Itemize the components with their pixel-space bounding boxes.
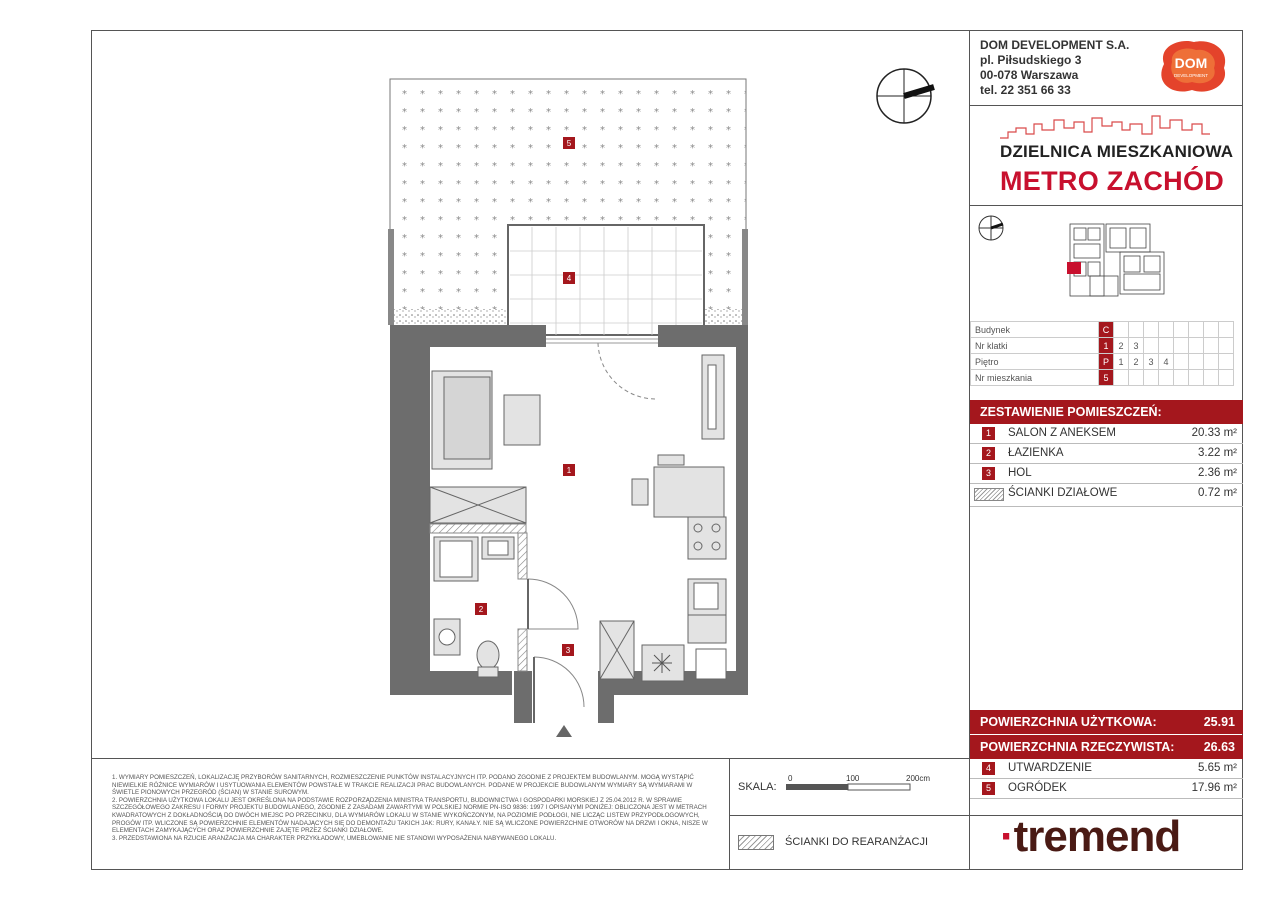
legal-notes [112,774,712,842]
terrace-tiles [508,225,704,335]
divider-notes [92,758,969,759]
dom-development-logo [1150,36,1232,96]
location-cell [1189,322,1204,338]
outdoor-area: 5.65 m² [1198,762,1237,774]
room-area: 20.33 m² [1191,427,1237,439]
location-cell [1219,338,1234,354]
location-cell: C [1099,322,1114,338]
outdoor-name: OGRÓDEK [1008,782,1067,794]
outdoor-row [970,779,1243,799]
svg-text:2: 2 [478,605,484,614]
keyplan-compass-icon [979,216,1003,240]
outdoor-row [970,759,1243,779]
outdoor-area: 17.96 m² [1191,782,1237,794]
location-cell [1204,370,1219,386]
rooms-header-label: ZESTAWIENIE POMIESZCZEŃ: [980,405,1162,419]
room-name: ŁAZIENKA [1008,447,1064,459]
location-cell: P [1099,354,1114,370]
location-cell [1174,354,1189,370]
room-marker-1 [563,464,575,476]
real-area-value: 26.63 [1203,740,1235,754]
building-key-plan [970,206,1242,320]
room-area: 2.36 m² [1198,467,1237,479]
location-cell: 3 [1129,338,1144,354]
company-info [980,38,1129,98]
location-cell [1159,322,1174,338]
location-cell [1189,370,1204,386]
rooms-list [970,424,1243,507]
location-table [970,321,1234,386]
location-cell [1189,338,1204,354]
room-row [970,464,1243,484]
scale-tick-0: 0 [788,774,793,783]
location-row [971,354,1234,370]
keyplan-buildings [1070,224,1164,296]
location-label: Piętro [971,354,1099,370]
location-label: Budynek [971,322,1099,338]
scale-tick-100: 100 [846,774,860,783]
room-row [970,424,1243,444]
note-3: 3. PRZEDSTAWIONA NA RZUCIE ARANŻACJA MA CHARAKTER PRZYKŁADOWY, UMEBLOWANIE NIE STANOWI WYPOSAŻENIA NABYWANEGO LOKALU. [112,834,557,842]
room-number-badge: 3 [982,467,995,480]
location-cell [1144,322,1159,338]
location-cell [1174,338,1189,354]
tremend-logo-text: tremend [1013,812,1181,861]
location-cell: 2 [1114,338,1129,354]
real-area-label: POWIERZCHNIA RZECZYWISTA: [980,740,1175,754]
location-cell [1144,370,1159,386]
location-cell [1159,370,1174,386]
location-row [971,338,1234,354]
location-cell [1159,338,1174,354]
location-cell: 2 [1129,354,1144,370]
location-cell [1219,354,1234,370]
location-cell [1114,322,1129,338]
svg-text:3: 3 [565,646,571,655]
svg-text:DEVELOPMENT: DEVELOPMENT [1173,73,1209,78]
location-cell [1204,322,1219,338]
svg-text:DOM: DOM [1174,55,1208,71]
scale-label: SKALA: [738,781,777,793]
location-cell: 5 [1099,370,1114,386]
usable-area-label: POWIERZCHNIA UŻYTKOWA: [980,715,1157,729]
location-cell: 1 [1099,338,1114,354]
room-marker-4 [563,272,575,284]
location-cell [1129,370,1144,386]
divider-company [970,105,1243,106]
window-line [546,339,658,343]
location-cell [1219,322,1234,338]
location-cell [1174,322,1189,338]
entrance-arrow [556,725,572,737]
company-phone: tel. 22 351 66 33 [980,83,1071,97]
hatch-swatch [974,488,1004,501]
svg-text:4: 4 [566,274,572,283]
room-number-badge: 1 [982,427,995,440]
svg-text:1: 1 [566,466,572,475]
outdoor-name: UTWARDZENIE [1008,762,1092,774]
hatch-legend-label: ŚCIANKI DO REARANŻACJI [785,836,929,848]
tremend-logo: ·tremend [1000,812,1181,861]
divider-legend [730,815,969,816]
usable-area-value: 25.91 [1203,715,1235,729]
company-address-street: pl. Piłsudskiego 3 [980,53,1082,67]
location-cell [1189,354,1204,370]
compass-north-arrow [877,69,934,123]
location-cell [1114,370,1129,386]
location-cell [1204,354,1219,370]
location-row [971,322,1234,338]
company-address-city: 00-078 Warszawa [980,68,1079,82]
hatch-legend-swatch [738,835,774,850]
room-name: HOL [1008,467,1032,479]
scale-tick-200: 200cm [906,774,931,783]
cooker-fan-symbol [652,653,672,673]
floor-plan [92,31,968,757]
room-marker-3 [562,644,574,656]
location-cell: 3 [1144,354,1159,370]
location-cell: 1 [1114,354,1129,370]
location-cell [1129,322,1144,338]
note-2: 2. POWIERZCHNIA UŻYTKOWA LOKALU JEST OKREŚLONA NA PODSTAWIE ROZPORZĄDZENIA MINISTRA TRANSPORTU, BUDOWNICTWA I GOSPODARKI MORSKIEJ Z 25.04.2012 R. W SPRAWIE SZCZEGÓŁOWEGO ZAKRESU I FORMY PROJEKTU BUDOWLANEGO, ZGODNIE Z ZASADAMI ZAWARTYMI W POLSKIEJ NORMIE PN-ISO 9836: 1997 I OPISANYMI PONIŻEJ: OBLICZONA JEST W METRACH KWADRATOWYCH Z DOKŁADNOŚCIĄ DO DWÓCH MIEJSC PO PRZECINKU, DLA WYMIARÓW LOKALU W STANIE WYKOŃCZONYM, NA POZIOMIE PODŁOGI, NIE LICZĄC LISTEW PRZYPODŁOGOWYCH, PROGÓW ITP. WLICZONE SĄ POWIERZCHNIE ELEMENTÓW NADAJĄCYCH SIĘ DO DEMONTAŻU TAKICH JAK: RURY, KANAŁY. NIE SĄ WLICZONE POWIERZCHNIE OTWORÓW NA DRZWI I OKNA, NISZE W ELEMENTACH ZAMYKAJĄCYCH ORAZ POWIERZCHNIE ZAJĘTE PRZEZ ŚCIANKI DZIAŁOWE. [112,796,708,835]
room-row [970,444,1243,464]
room-area: 3.22 m² [1198,447,1237,459]
walls-name: ŚCIANKI DZIAŁOWE [1008,487,1118,499]
location-cell [1219,370,1234,386]
svg-text:5: 5 [566,139,572,148]
location-cell: 4 [1159,354,1174,370]
real-area-bar [970,735,1243,759]
room-marker-5 [563,137,575,149]
outdoor-list [970,759,1243,799]
location-cell [1204,338,1219,354]
location-cell [1144,338,1159,354]
walls-area: 0.72 m² [1198,487,1237,499]
room-name: SALON Z ANEKSEM [1008,427,1117,439]
location-row [971,370,1234,386]
room-marker-2 [475,603,487,615]
location-label: Nr klatki [971,338,1099,354]
company-name: DOM DEVELOPMENT S.A. [980,38,1130,52]
outdoor-number-badge: 5 [982,782,995,795]
note-1: 1. WYMIARY POMIESZCZEŃ, LOKALIZACJĘ PRZYBORÓW SANITARNYCH, ROZMIESZCZENIE PUNKTÓW INSTALACYJNYCH ITP. PODANO ZGODNIE Z PROJEKTEM BUDOWLANYM. MOGĄ WYSTĄPIĆ NIEWIELKIE RÓŻNICE WYMIARÓW I USYTUOWANIA ELEMENTÓW POWSTAŁE W TRAKCIE REALIZACJI PRAC BUDOWLANYCH. PODANE W PROJEKCIE BUDOWLANYM WYMIARY SĄ WYMIARAMI W ŚWIETLE PIONOWYCH PRZEGRÓD (ŚCIAN) W STANIE SUROWYM. [112,774,694,797]
divider-notes-vertical [729,758,730,870]
scale-bar [780,772,940,796]
walls-row [970,484,1243,507]
location-cell [1174,370,1189,386]
room-number-badge: 2 [982,447,995,460]
location-label: Nr mieszkania [971,370,1099,386]
usable-area-bar [970,710,1243,734]
project-name-line1: DZIELNICA MIESZKANIOWA [1000,142,1234,161]
rooms-header [970,400,1243,424]
keyplan-apartment-highlight [1067,262,1081,274]
project-name-line2: METRO ZACHÓD [1000,166,1225,196]
outdoor-number-badge: 4 [982,762,995,775]
